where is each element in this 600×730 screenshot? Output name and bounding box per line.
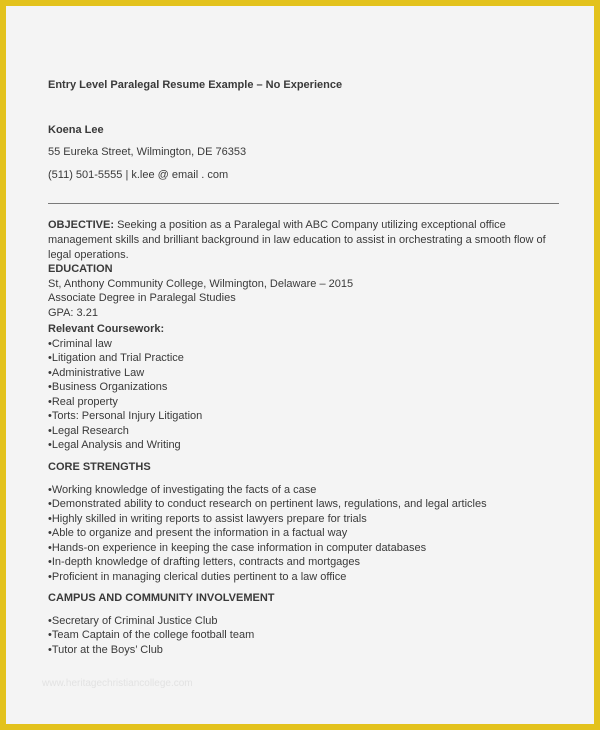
list-item: • Proficient in managing clerical duties pertinent to a law office bbox=[48, 570, 563, 585]
list-item: • Business Organizations bbox=[48, 380, 563, 395]
list-item: • Real property bbox=[48, 395, 563, 410]
list-item: • Able to organize and present the information in a factual way bbox=[48, 526, 563, 541]
education-line: St, Anthony Community College, Wilmington, Delaware – 2015 bbox=[48, 277, 354, 290]
coursework-heading: Relevant Coursework: bbox=[48, 323, 165, 335]
resume-page bbox=[6, 6, 594, 724]
list-item: • Highly skilled in writing reports to assist lawyers prepare for trials bbox=[48, 512, 563, 527]
list-item: • In-depth knowledge of drafting letters, contracts and mortgages bbox=[48, 555, 563, 570]
education-heading: EDUCATION bbox=[48, 263, 113, 275]
education-section bbox=[48, 262, 563, 320]
coursework-list bbox=[48, 337, 563, 453]
list-item: • Criminal law bbox=[48, 337, 563, 352]
coursework-section bbox=[48, 322, 563, 453]
core-strengths-list bbox=[48, 483, 563, 585]
list-item: • Tutor at the Boys’ Club bbox=[48, 643, 563, 658]
list-item: • Working knowledge of investigating the facts of a case bbox=[48, 483, 563, 498]
education-line: Associate Degree in Paralegal Studies bbox=[48, 292, 236, 304]
list-item: • Litigation and Trial Practice bbox=[48, 351, 563, 366]
list-item: • Legal Research bbox=[48, 424, 563, 439]
involvement-heading: CAMPUS AND COMMUNITY INVOLVEMENT bbox=[48, 592, 275, 604]
core-strengths-section bbox=[48, 460, 563, 584]
involvement-list bbox=[48, 614, 563, 658]
list-item: • Demonstrated ability to conduct research on pertinent laws, regulations, and legal articles bbox=[48, 497, 563, 512]
objective-section bbox=[48, 218, 563, 263]
document-title: Entry Level Paralegal Resume Example – No Experience bbox=[48, 79, 343, 91]
applicant-address: 55 Eureka Street, Wilmington, DE 76353 bbox=[48, 146, 247, 158]
list-item: • Administrative Law bbox=[48, 366, 563, 381]
list-item: • Team Captain of the college football team bbox=[48, 628, 563, 643]
objective-text: Seeking a position as a Paralegal with ABC Company utilizing exceptional office management skills and brilliant background in law education to assist in orchestrating a smooth flow of legal operations. bbox=[48, 219, 546, 261]
list-item: • Legal Analysis and Writing bbox=[48, 438, 563, 453]
involvement-section bbox=[48, 591, 563, 657]
core-strengths-heading: CORE STRENGTHS bbox=[48, 461, 151, 473]
header-divider bbox=[48, 203, 559, 204]
applicant-contact: (511) 501-5555 | k.lee @ email . com bbox=[48, 169, 229, 181]
watermark: www.heritagechristiancollege.com bbox=[42, 678, 193, 689]
education-line: GPA: 3.21 bbox=[48, 306, 98, 319]
list-item: • Hands-on experience in keeping the case information in computer databases bbox=[48, 541, 563, 556]
list-item: • Torts: Personal Injury Litigation bbox=[48, 409, 563, 424]
objective-label: OBJECTIVE: bbox=[48, 219, 115, 231]
list-item: • Secretary of Criminal Justice Club bbox=[48, 614, 563, 629]
applicant-name: Koena Lee bbox=[48, 124, 104, 136]
